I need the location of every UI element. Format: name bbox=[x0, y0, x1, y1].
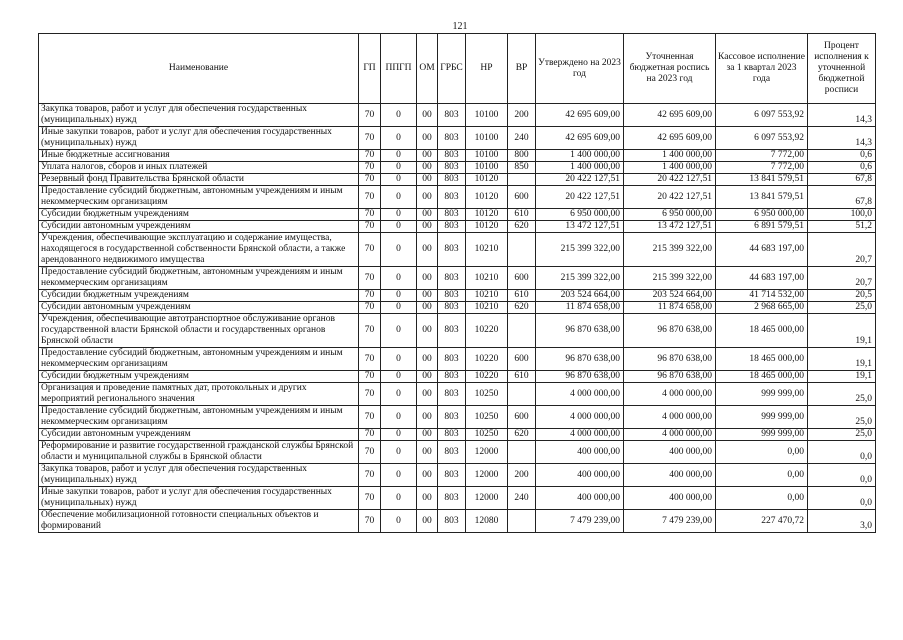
cell-om: 00 bbox=[417, 302, 438, 314]
cell-nr: 10210 bbox=[466, 267, 508, 290]
cell-grbs: 803 bbox=[438, 510, 466, 533]
cell-name: Учреждения, обеспечивающие эксплуатацию и содержание имущества, находящегося в государственной собственности Брянской области, а также арендованного недвижимого имущества bbox=[39, 233, 359, 267]
cell-percent: 25,0 bbox=[808, 302, 876, 314]
header-refined: Уточненная бюджетная роспись на 2023 год bbox=[624, 34, 716, 104]
cell-nr: 10120 bbox=[466, 221, 508, 233]
cell-name: Иные бюджетные ассигнования bbox=[39, 150, 359, 162]
cell-gp: 70 bbox=[359, 314, 381, 348]
table-row bbox=[39, 441, 876, 464]
cell-gp: 70 bbox=[359, 510, 381, 533]
cell-approved: 4 000 000,00 bbox=[536, 406, 624, 429]
cell-approved: 1 400 000,00 bbox=[536, 150, 624, 162]
budget-execution-table bbox=[38, 33, 876, 533]
cell-om: 00 bbox=[417, 150, 438, 162]
cell-name: Резервный фонд Правительства Брянской области bbox=[39, 174, 359, 186]
cell-percent: 19,1 bbox=[808, 371, 876, 383]
cell-refined: 400 000,00 bbox=[624, 487, 716, 510]
cell-ppgp: 0 bbox=[381, 487, 417, 510]
cell-name: Иные закупки товаров, работ и услуг для обеспечения государственных (муниципальных) нужд bbox=[39, 127, 359, 150]
table-row bbox=[39, 233, 876, 267]
cell-refined: 13 472 127,51 bbox=[624, 221, 716, 233]
header-grbs: ГРБС bbox=[438, 34, 466, 104]
header-percent: Процент исполнения к уточненной бюджетной росписи bbox=[808, 34, 876, 104]
cell-cash: 18 465 000,00 bbox=[716, 314, 808, 348]
cell-ppgp: 0 bbox=[381, 221, 417, 233]
cell-vr: 600 bbox=[508, 186, 536, 209]
table-row bbox=[39, 302, 876, 314]
cell-cash: 0,00 bbox=[716, 441, 808, 464]
cell-ppgp: 0 bbox=[381, 267, 417, 290]
cell-om: 00 bbox=[417, 510, 438, 533]
cell-om: 00 bbox=[417, 174, 438, 186]
cell-nr: 10100 bbox=[466, 162, 508, 174]
cell-grbs: 803 bbox=[438, 348, 466, 371]
cell-gp: 70 bbox=[359, 221, 381, 233]
cell-om: 00 bbox=[417, 429, 438, 441]
cell-ppgp: 0 bbox=[381, 441, 417, 464]
header-gp: ГП bbox=[359, 34, 381, 104]
cell-om: 00 bbox=[417, 233, 438, 267]
cell-grbs: 803 bbox=[438, 221, 466, 233]
cell-grbs: 803 bbox=[438, 162, 466, 174]
cell-grbs: 803 bbox=[438, 127, 466, 150]
cell-percent: 0,0 bbox=[808, 441, 876, 464]
cell-approved: 96 870 638,00 bbox=[536, 348, 624, 371]
page-number: 121 bbox=[452, 21, 468, 32]
cell-refined: 42 695 609,00 bbox=[624, 104, 716, 127]
table-row bbox=[39, 104, 876, 127]
cell-vr: 800 bbox=[508, 150, 536, 162]
cell-percent: 100,0 bbox=[808, 209, 876, 221]
cell-gp: 70 bbox=[359, 174, 381, 186]
cell-vr bbox=[508, 383, 536, 406]
cell-nr: 10100 bbox=[466, 150, 508, 162]
cell-nr: 10120 bbox=[466, 174, 508, 186]
header-cash: Кассовое исполнение за 1 квартал 2023 года bbox=[716, 34, 808, 104]
cell-vr: 600 bbox=[508, 406, 536, 429]
cell-approved: 400 000,00 bbox=[536, 487, 624, 510]
cell-approved: 400 000,00 bbox=[536, 441, 624, 464]
cell-cash: 6 950 000,00 bbox=[716, 209, 808, 221]
table-row bbox=[39, 150, 876, 162]
cell-grbs: 803 bbox=[438, 186, 466, 209]
cell-cash: 6 891 579,51 bbox=[716, 221, 808, 233]
cell-approved: 215 399 322,00 bbox=[536, 267, 624, 290]
cell-ppgp: 0 bbox=[381, 302, 417, 314]
table-row bbox=[39, 127, 876, 150]
cell-name: Закупка товаров, работ и услуг для обеспечения государственных (муниципальных) нужд bbox=[39, 104, 359, 127]
cell-om: 00 bbox=[417, 290, 438, 302]
cell-approved: 4 000 000,00 bbox=[536, 429, 624, 441]
cell-gp: 70 bbox=[359, 209, 381, 221]
cell-nr: 10120 bbox=[466, 209, 508, 221]
cell-gp: 70 bbox=[359, 406, 381, 429]
cell-approved: 42 695 609,00 bbox=[536, 127, 624, 150]
cell-om: 00 bbox=[417, 348, 438, 371]
cell-approved: 215 399 322,00 bbox=[536, 233, 624, 267]
table-row bbox=[39, 186, 876, 209]
cell-ppgp: 0 bbox=[381, 127, 417, 150]
cell-ppgp: 0 bbox=[381, 371, 417, 383]
cell-om: 00 bbox=[417, 464, 438, 487]
table-row bbox=[39, 429, 876, 441]
cell-nr: 10100 bbox=[466, 127, 508, 150]
cell-gp: 70 bbox=[359, 104, 381, 127]
cell-gp: 70 bbox=[359, 429, 381, 441]
cell-vr bbox=[508, 510, 536, 533]
header-name: Наименование bbox=[39, 34, 359, 104]
cell-cash: 7 772,00 bbox=[716, 162, 808, 174]
cell-ppgp: 0 bbox=[381, 429, 417, 441]
cell-om: 00 bbox=[417, 221, 438, 233]
cell-refined: 215 399 322,00 bbox=[624, 233, 716, 267]
cell-approved: 4 000 000,00 bbox=[536, 383, 624, 406]
cell-percent: 51,2 bbox=[808, 221, 876, 233]
cell-approved: 96 870 638,00 bbox=[536, 371, 624, 383]
cell-percent: 19,1 bbox=[808, 348, 876, 371]
cell-cash: 999 999,00 bbox=[716, 383, 808, 406]
cell-om: 00 bbox=[417, 127, 438, 150]
cell-nr: 10100 bbox=[466, 104, 508, 127]
table-row bbox=[39, 406, 876, 429]
cell-vr: 620 bbox=[508, 429, 536, 441]
cell-percent: 14,3 bbox=[808, 104, 876, 127]
cell-gp: 70 bbox=[359, 233, 381, 267]
cell-ppgp: 0 bbox=[381, 383, 417, 406]
cell-vr: 610 bbox=[508, 209, 536, 221]
cell-vr: 240 bbox=[508, 127, 536, 150]
cell-gp: 70 bbox=[359, 162, 381, 174]
cell-gp: 70 bbox=[359, 267, 381, 290]
cell-om: 00 bbox=[417, 267, 438, 290]
cell-refined: 42 695 609,00 bbox=[624, 127, 716, 150]
cell-ppgp: 0 bbox=[381, 174, 417, 186]
table-body bbox=[39, 104, 876, 533]
cell-percent: 67,8 bbox=[808, 174, 876, 186]
header-approved: Утверждено на 2023 год bbox=[536, 34, 624, 104]
cell-grbs: 803 bbox=[438, 487, 466, 510]
cell-ppgp: 0 bbox=[381, 186, 417, 209]
cell-grbs: 803 bbox=[438, 150, 466, 162]
table-row bbox=[39, 348, 876, 371]
cell-approved: 96 870 638,00 bbox=[536, 314, 624, 348]
cell-gp: 70 bbox=[359, 371, 381, 383]
cell-cash: 999 999,00 bbox=[716, 429, 808, 441]
cell-ppgp: 0 bbox=[381, 209, 417, 221]
cell-approved: 20 422 127,51 bbox=[536, 186, 624, 209]
cell-grbs: 803 bbox=[438, 104, 466, 127]
cell-gp: 70 bbox=[359, 487, 381, 510]
table-row bbox=[39, 221, 876, 233]
cell-name: Предоставление субсидий бюджетным, автономным учреждениям и иным некоммерческим организациям bbox=[39, 267, 359, 290]
cell-refined: 4 000 000,00 bbox=[624, 429, 716, 441]
cell-approved: 1 400 000,00 bbox=[536, 162, 624, 174]
cell-name: Уплата налогов, сборов и иных платежей bbox=[39, 162, 359, 174]
cell-gp: 70 bbox=[359, 348, 381, 371]
cell-name: Субсидии бюджетным учреждениям bbox=[39, 209, 359, 221]
cell-name: Закупка товаров, работ и услуг для обеспечения государственных (муниципальных) нужд bbox=[39, 464, 359, 487]
cell-grbs: 803 bbox=[438, 441, 466, 464]
cell-om: 00 bbox=[417, 371, 438, 383]
table-row bbox=[39, 464, 876, 487]
cell-nr: 10210 bbox=[466, 302, 508, 314]
header-nr: НР bbox=[466, 34, 508, 104]
cell-grbs: 803 bbox=[438, 209, 466, 221]
cell-cash: 7 772,00 bbox=[716, 150, 808, 162]
table-row bbox=[39, 510, 876, 533]
cell-ppgp: 0 bbox=[381, 290, 417, 302]
cell-nr: 10250 bbox=[466, 406, 508, 429]
table-row bbox=[39, 371, 876, 383]
table-header-row bbox=[39, 34, 876, 104]
cell-grbs: 803 bbox=[438, 267, 466, 290]
cell-name: Субсидии бюджетным учреждениям bbox=[39, 371, 359, 383]
cell-percent: 20,5 bbox=[808, 290, 876, 302]
cell-name: Предоставление субсидий бюджетным, автономным учреждениям и иным некоммерческим организациям bbox=[39, 348, 359, 371]
cell-ppgp: 0 bbox=[381, 510, 417, 533]
table-row bbox=[39, 487, 876, 510]
cell-grbs: 803 bbox=[438, 233, 466, 267]
cell-vr: 200 bbox=[508, 464, 536, 487]
cell-ppgp: 0 bbox=[381, 162, 417, 174]
cell-vr: 850 bbox=[508, 162, 536, 174]
cell-cash: 41 714 532,00 bbox=[716, 290, 808, 302]
cell-ppgp: 0 bbox=[381, 150, 417, 162]
cell-gp: 70 bbox=[359, 464, 381, 487]
table-row bbox=[39, 267, 876, 290]
cell-percent: 14,3 bbox=[808, 127, 876, 150]
cell-grbs: 803 bbox=[438, 429, 466, 441]
cell-om: 00 bbox=[417, 209, 438, 221]
cell-cash: 0,00 bbox=[716, 487, 808, 510]
cell-nr: 10220 bbox=[466, 348, 508, 371]
cell-percent: 20,7 bbox=[808, 267, 876, 290]
table-row bbox=[39, 383, 876, 406]
cell-vr: 610 bbox=[508, 290, 536, 302]
header-vr: ВР bbox=[508, 34, 536, 104]
cell-vr: 610 bbox=[508, 371, 536, 383]
table-row bbox=[39, 290, 876, 302]
cell-nr: 10250 bbox=[466, 383, 508, 406]
cell-cash: 18 465 000,00 bbox=[716, 371, 808, 383]
cell-gp: 70 bbox=[359, 383, 381, 406]
table-row bbox=[39, 174, 876, 186]
cell-vr: 240 bbox=[508, 487, 536, 510]
cell-refined: 96 870 638,00 bbox=[624, 348, 716, 371]
cell-cash: 44 683 197,00 bbox=[716, 233, 808, 267]
cell-gp: 70 bbox=[359, 127, 381, 150]
cell-refined: 400 000,00 bbox=[624, 464, 716, 487]
cell-gp: 70 bbox=[359, 441, 381, 464]
cell-grbs: 803 bbox=[438, 464, 466, 487]
cell-om: 00 bbox=[417, 383, 438, 406]
cell-percent: 67,8 bbox=[808, 186, 876, 209]
table-row bbox=[39, 162, 876, 174]
header-om: ОМ bbox=[417, 34, 438, 104]
cell-name: Субсидии автономным учреждениям bbox=[39, 302, 359, 314]
cell-name: Обеспечение мобилизационной готовности специальных объектов и формирований bbox=[39, 510, 359, 533]
cell-cash: 227 470,72 bbox=[716, 510, 808, 533]
cell-ppgp: 0 bbox=[381, 314, 417, 348]
cell-percent: 25,0 bbox=[808, 429, 876, 441]
cell-om: 00 bbox=[417, 441, 438, 464]
cell-om: 00 bbox=[417, 314, 438, 348]
cell-grbs: 803 bbox=[438, 383, 466, 406]
cell-refined: 203 524 664,00 bbox=[624, 290, 716, 302]
cell-name: Учреждения, обеспечивающие автотранспортное обслуживание органов государственной власти Брянской области и государственных органов Брянской области bbox=[39, 314, 359, 348]
cell-name: Субсидии автономным учреждениям bbox=[39, 221, 359, 233]
cell-approved: 400 000,00 bbox=[536, 464, 624, 487]
cell-refined: 11 874 658,00 bbox=[624, 302, 716, 314]
cell-nr: 10220 bbox=[466, 371, 508, 383]
cell-vr: 200 bbox=[508, 104, 536, 127]
cell-refined: 96 870 638,00 bbox=[624, 371, 716, 383]
cell-ppgp: 0 bbox=[381, 464, 417, 487]
cell-vr: 620 bbox=[508, 302, 536, 314]
cell-grbs: 803 bbox=[438, 302, 466, 314]
cell-om: 00 bbox=[417, 487, 438, 510]
cell-om: 00 bbox=[417, 186, 438, 209]
cell-percent: 3,0 bbox=[808, 510, 876, 533]
cell-percent: 25,0 bbox=[808, 406, 876, 429]
cell-name: Субсидии бюджетным учреждениям bbox=[39, 290, 359, 302]
header-ppgp: ППГП bbox=[381, 34, 417, 104]
cell-percent: 0,0 bbox=[808, 464, 876, 487]
cell-cash: 13 841 579,51 bbox=[716, 186, 808, 209]
cell-refined: 1 400 000,00 bbox=[624, 150, 716, 162]
cell-om: 00 bbox=[417, 406, 438, 429]
cell-nr: 10210 bbox=[466, 233, 508, 267]
table-row bbox=[39, 314, 876, 348]
cell-grbs: 803 bbox=[438, 174, 466, 186]
cell-refined: 400 000,00 bbox=[624, 441, 716, 464]
cell-grbs: 803 bbox=[438, 406, 466, 429]
cell-om: 00 bbox=[417, 162, 438, 174]
cell-gp: 70 bbox=[359, 290, 381, 302]
cell-percent: 0,0 bbox=[808, 487, 876, 510]
cell-cash: 18 465 000,00 bbox=[716, 348, 808, 371]
cell-nr: 10120 bbox=[466, 186, 508, 209]
cell-refined: 6 950 000,00 bbox=[624, 209, 716, 221]
cell-name: Субсидии автономным учреждениям bbox=[39, 429, 359, 441]
cell-refined: 4 000 000,00 bbox=[624, 383, 716, 406]
cell-refined: 215 399 322,00 bbox=[624, 267, 716, 290]
cell-refined: 7 479 239,00 bbox=[624, 510, 716, 533]
cell-cash: 999 999,00 bbox=[716, 406, 808, 429]
cell-cash: 6 097 553,92 bbox=[716, 104, 808, 127]
cell-refined: 1 400 000,00 bbox=[624, 162, 716, 174]
cell-name: Предоставление субсидий бюджетным, автономным учреждениям и иным некоммерческим организациям bbox=[39, 186, 359, 209]
cell-nr: 10250 bbox=[466, 429, 508, 441]
cell-vr bbox=[508, 441, 536, 464]
cell-vr: 620 bbox=[508, 221, 536, 233]
cell-ppgp: 0 bbox=[381, 233, 417, 267]
cell-percent: 0,6 bbox=[808, 162, 876, 174]
cell-nr: 10210 bbox=[466, 290, 508, 302]
cell-refined: 20 422 127,51 bbox=[624, 186, 716, 209]
cell-grbs: 803 bbox=[438, 290, 466, 302]
cell-percent: 0,6 bbox=[808, 150, 876, 162]
cell-approved: 13 472 127,51 bbox=[536, 221, 624, 233]
cell-name: Иные закупки товаров, работ и услуг для обеспечения государственных (муниципальных) нужд bbox=[39, 487, 359, 510]
cell-percent: 20,7 bbox=[808, 233, 876, 267]
cell-refined: 96 870 638,00 bbox=[624, 314, 716, 348]
cell-approved: 20 422 127,51 bbox=[536, 174, 624, 186]
cell-refined: 20 422 127,51 bbox=[624, 174, 716, 186]
cell-vr bbox=[508, 314, 536, 348]
cell-percent: 19,1 bbox=[808, 314, 876, 348]
cell-approved: 203 524 664,00 bbox=[536, 290, 624, 302]
cell-cash: 13 841 579,51 bbox=[716, 174, 808, 186]
cell-approved: 42 695 609,00 bbox=[536, 104, 624, 127]
cell-approved: 7 479 239,00 bbox=[536, 510, 624, 533]
table-row bbox=[39, 209, 876, 221]
cell-refined: 4 000 000,00 bbox=[624, 406, 716, 429]
cell-ppgp: 0 bbox=[381, 406, 417, 429]
cell-percent: 25,0 bbox=[808, 383, 876, 406]
cell-om: 00 bbox=[417, 104, 438, 127]
cell-nr: 12080 bbox=[466, 510, 508, 533]
cell-nr: 10220 bbox=[466, 314, 508, 348]
cell-cash: 2 968 665,00 bbox=[716, 302, 808, 314]
cell-cash: 44 683 197,00 bbox=[716, 267, 808, 290]
cell-ppgp: 0 bbox=[381, 348, 417, 371]
cell-grbs: 803 bbox=[438, 314, 466, 348]
cell-gp: 70 bbox=[359, 150, 381, 162]
cell-gp: 70 bbox=[359, 302, 381, 314]
cell-approved: 6 950 000,00 bbox=[536, 209, 624, 221]
cell-vr bbox=[508, 174, 536, 186]
cell-approved: 11 874 658,00 bbox=[536, 302, 624, 314]
cell-vr: 600 bbox=[508, 348, 536, 371]
cell-vr bbox=[508, 233, 536, 267]
cell-name: Реформирование и развитие государственной гражданской службы Брянской области и муниципальной службы в Брянской области bbox=[39, 441, 359, 464]
cell-nr: 12000 bbox=[466, 464, 508, 487]
cell-cash: 0,00 bbox=[716, 464, 808, 487]
cell-vr: 600 bbox=[508, 267, 536, 290]
cell-cash: 6 097 553,92 bbox=[716, 127, 808, 150]
cell-gp: 70 bbox=[359, 186, 381, 209]
cell-nr: 12000 bbox=[466, 441, 508, 464]
cell-nr: 12000 bbox=[466, 487, 508, 510]
cell-name: Предоставление субсидий бюджетным, автономным учреждениям и иным некоммерческим организациям bbox=[39, 406, 359, 429]
cell-name: Организация и проведение памятных дат, протокольных и других мероприятий регионального значения bbox=[39, 383, 359, 406]
cell-grbs: 803 bbox=[438, 371, 466, 383]
cell-ppgp: 0 bbox=[381, 104, 417, 127]
